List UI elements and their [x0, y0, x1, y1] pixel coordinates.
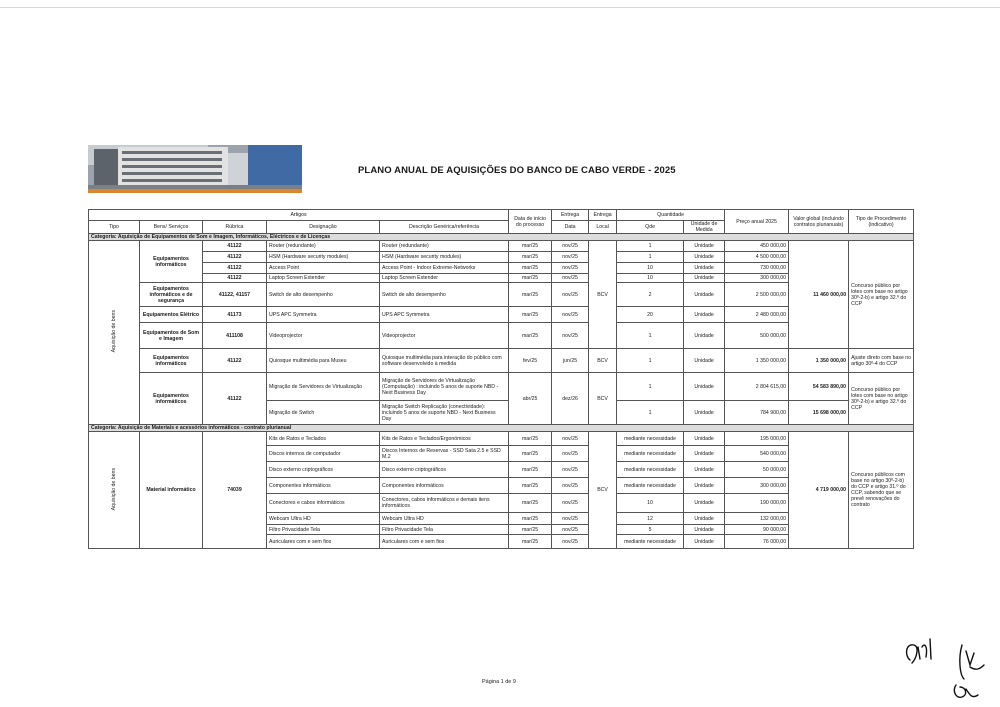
preco-cell: 784 900,00 — [725, 401, 789, 425]
preco-cell: 50 000,00 — [725, 462, 789, 478]
table-row — [89, 432, 914, 446]
designacao-cell: Conectores e cabos informáticos — [267, 494, 380, 513]
descricao-cell: Quiosque multimédia para interação do público com software desenvolvido à medida — [380, 349, 509, 373]
rubrica-cell: 41122 — [203, 373, 267, 425]
qde-cell: 1 — [617, 323, 684, 349]
bens-cell: Equipamentos de Som e Imagem — [140, 323, 203, 349]
descricao-cell: Switch de alto desempenho — [380, 283, 509, 307]
entrega-cell: nov/25 — [552, 478, 589, 494]
entrega-cell: nov/25 — [552, 513, 589, 525]
bens-cell: Material informático — [140, 432, 203, 549]
valor-cell: 1 350 000,00 — [789, 349, 849, 373]
data-cell: mar/25 — [509, 525, 552, 535]
qde-cell: mediante necessidade — [617, 446, 684, 462]
data-cell: mar/25 — [509, 307, 552, 323]
designacao-cell: Discos internos de computador — [267, 446, 380, 462]
qde-cell: 10 — [617, 274, 684, 283]
preco-cell: 1 350 000,00 — [725, 349, 789, 373]
descricao-cell: Migração de Servidores de Virtualização (Computação) : incluindo 5 anos de suporte NBD - Next Business Day — [380, 373, 509, 401]
unidade-cell: Unidade — [684, 373, 725, 401]
entrega-cell: nov/25 — [552, 274, 589, 283]
tipo-label: Aquisição de bens — [111, 467, 117, 511]
designacao-cell: Switch de alto desempenho — [267, 283, 380, 307]
data-cell: abr/25 — [509, 373, 552, 425]
designacao-cell: Laptop Screen Extender — [267, 274, 380, 283]
table-row — [89, 349, 914, 373]
entrega-cell: dez/26 — [552, 373, 589, 425]
designacao-cell: HSM (Hardware security modules) — [267, 252, 380, 263]
category-row-2 — [89, 425, 914, 432]
handwritten-signatures — [900, 625, 1000, 707]
qde-cell: 12 — [617, 513, 684, 525]
bens-cell: Equipamentos Elétrico — [140, 307, 203, 323]
preco-cell: 2 500 000,00 — [725, 283, 789, 307]
designacao-cell: Quiosque multimédia para Museu — [267, 349, 380, 373]
rubrica-cell: 411108 — [203, 323, 267, 349]
header-unidade-medida: Unidade de Medida — [684, 221, 725, 234]
unidade-cell: Unidade — [684, 462, 725, 478]
table-row — [89, 241, 914, 252]
descricao-cell: Kits de Ratos e Teclados/Ergonómicos — [380, 432, 509, 446]
unidade-cell: Unidade — [684, 241, 725, 252]
tipo-cell — [89, 241, 140, 425]
header-entrega: Entrega — [552, 210, 589, 221]
procedimento-cell: Concurso público por lotes com base no artigo 30º-2-b) e artigo 32.º do CCP — [849, 241, 914, 349]
entrega-cell: jun/25 — [552, 349, 589, 373]
unidade-cell: Unidade — [684, 535, 725, 549]
header-quantidade: Quantidade — [617, 210, 725, 221]
entrega-cell: nov/25 — [552, 263, 589, 274]
page-title: PLANO ANUAL DE AQUISIÇÕES DO BANCO DE CABO VERDE - 2025 — [358, 165, 676, 176]
header-valor-global: Valor global (incluindo contratos plurianuais) — [789, 210, 849, 234]
descricao-cell: Migração Switch Replicação (conectividade): incluindo 5 anos de suporte NBD - Next Business Day — [380, 401, 509, 425]
qde-cell: 1 — [617, 373, 684, 401]
unidade-cell: Unidade — [684, 307, 725, 323]
data-cell: mar/25 — [509, 446, 552, 462]
category-label: Categoria: Aquisição de Materiais e acessórios informáticos - contrato plurianual — [89, 425, 914, 432]
preco-cell: 132 000,00 — [725, 513, 789, 525]
unidade-cell: Unidade — [684, 478, 725, 494]
unidade-cell: Unidade — [684, 283, 725, 307]
rubrica-cell: 41122 — [203, 263, 267, 274]
designacao-cell: Access Point — [267, 263, 380, 274]
designacao-cell: Migração de Switch — [267, 401, 380, 425]
header-rubrica: Rúbrica — [203, 221, 267, 234]
procedimento-cell: Concurso público por lotes com base no artigo 30º-2-b) e artigo 32.º do CCP — [849, 373, 914, 425]
bens-cell: Equipamentos informáticos — [140, 373, 203, 425]
entrega-cell: nov/25 — [552, 535, 589, 549]
qde-cell: mediante necessidade — [617, 535, 684, 549]
descricao-cell: HSM (Hardware security modules) — [380, 252, 509, 263]
designacao-cell: Migração de Servidores de Virtualização — [267, 373, 380, 401]
designacao-cell: Router (redundante) — [267, 241, 380, 252]
data-cell: mar/25 — [509, 432, 552, 446]
preco-cell: 730 000,00 — [725, 263, 789, 274]
entrega-cell: nov/25 — [552, 323, 589, 349]
qde-cell: 1 — [617, 349, 684, 373]
tipo-label: Aquisição de bens — [111, 310, 117, 353]
header-local: Local — [589, 221, 617, 234]
qde-cell: 10 — [617, 494, 684, 513]
header-data-inicio: Data de início do processo — [509, 210, 552, 234]
rubrica-cell: 74039 — [203, 432, 267, 549]
preco-cell: 300 000,00 — [725, 274, 789, 283]
unidade-cell: Unidade — [684, 401, 725, 425]
unidade-cell: Unidade — [684, 252, 725, 263]
header-row-1 — [89, 210, 914, 221]
category-label: Categoria: Aquisição de Equipamentos de Som e Imagem, Informáticos, Eléctricos e de Licenças — [89, 234, 914, 241]
descricao-cell: Disco externo criptográficos — [380, 462, 509, 478]
local-cell: BCV — [589, 432, 617, 549]
bank-building-photo — [88, 145, 302, 193]
header-bens-servicos: Bens/ Serviços — [140, 221, 203, 234]
designacao-cell: Componentes informáticos — [267, 478, 380, 494]
designacao-cell: UPS APC Symmetra — [267, 307, 380, 323]
header-designacao: Designação — [267, 221, 380, 234]
preco-cell: 195 000,00 — [725, 432, 789, 446]
local-cell: BCV — [589, 241, 617, 349]
unidade-cell: Unidade — [684, 432, 725, 446]
bens-cell: Equipamentos informáticos e de segurança — [140, 283, 203, 307]
descricao-cell: Laptop Screen Extender — [380, 274, 509, 283]
qde-cell: 2 — [617, 283, 684, 307]
data-cell: mar/25 — [509, 323, 552, 349]
preco-cell: 76 000,00 — [725, 535, 789, 549]
top-edge-line — [0, 7, 1000, 8]
entrega-cell: nov/25 — [552, 525, 589, 535]
rubrica-cell: 41122 — [203, 349, 267, 373]
procedimento-cell: Ajuste direto com base no artigo 30º-4 do CCP — [849, 349, 914, 373]
rubrica-cell: 41122 — [203, 252, 267, 263]
unidade-cell: Unidade — [684, 274, 725, 283]
unidade-cell: Unidade — [684, 263, 725, 274]
qde-cell: 1 — [617, 401, 684, 425]
qde-cell: mediante necessidade — [617, 462, 684, 478]
header-data: Data — [552, 221, 589, 234]
entrega-cell: nov/25 — [552, 446, 589, 462]
data-cell: mar/25 — [509, 241, 552, 252]
rubrica-cell: 41122 — [203, 241, 267, 252]
data-cell: mar/25 — [509, 535, 552, 549]
rubrica-cell: 41173 — [203, 307, 267, 323]
designacao-cell: Disco externo criptográficos — [267, 462, 380, 478]
preco-cell: 90 000,00 — [725, 525, 789, 535]
designacao-cell: Kits de Ratos e Teclados — [267, 432, 380, 446]
header-qde: Qde — [617, 221, 684, 234]
entrega-cell: nov/25 — [552, 432, 589, 446]
descricao-cell: Router (redundante) — [380, 241, 509, 252]
unidade-cell: Unidade — [684, 446, 725, 462]
valor-cell: 4 719 000,00 — [789, 432, 849, 549]
data-cell: mar/25 — [509, 462, 552, 478]
entrega-cell: nov/25 — [552, 494, 589, 513]
data-cell: mar/25 — [509, 252, 552, 263]
header-tipo: Tipo — [89, 221, 140, 234]
rubrica-cell: 41122 — [203, 274, 267, 283]
valor-cell: 15 698 000,00 — [789, 401, 849, 425]
bens-cell: Equipamentos informáticos — [140, 349, 203, 373]
preco-cell: 2 804 615,00 — [725, 373, 789, 401]
preco-cell: 300 000,00 — [725, 478, 789, 494]
valor-cell: 11 460 000,00 — [789, 241, 849, 349]
local-cell: BCV — [589, 349, 617, 373]
data-cell: mar/25 — [509, 513, 552, 525]
data-cell: fev/25 — [509, 349, 552, 373]
valor-cell: 54 583 890,00 — [789, 373, 849, 401]
qde-cell: 5 — [617, 525, 684, 535]
data-cell: mar/25 — [509, 274, 552, 283]
qde-cell: mediante necessidade — [617, 432, 684, 446]
descricao-cell: Filtro Privacidade Tela — [380, 525, 509, 535]
unidade-cell: Unidade — [684, 513, 725, 525]
descricao-cell: Conectores, cabos informáticos e demais itens informáticos — [380, 494, 509, 513]
page-footer: Página 1 de 9 — [482, 679, 516, 685]
preco-cell: 4 500 000,00 — [725, 252, 789, 263]
data-cell: mar/25 — [509, 478, 552, 494]
designacao-cell: Filtro Privacidade Tela — [267, 525, 380, 535]
data-cell: mar/25 — [509, 283, 552, 307]
preco-cell: 450 000,00 — [725, 241, 789, 252]
descricao-cell: Access Point - Indoor Extreme-Networks — [380, 263, 509, 274]
header-artigos: Artigos — [89, 210, 509, 221]
category-row-1 — [89, 234, 914, 241]
qde-cell: 1 — [617, 241, 684, 252]
preco-cell: 500 000,00 — [725, 323, 789, 349]
procedimento-cell: Concurso públicos com base no artigo 30º-2-b) do CCP e artigo 31.º do CCP, sabendo que se prevê renovações do contrato — [849, 432, 914, 549]
qde-cell: 20 — [617, 307, 684, 323]
designacao-cell: Webcam Ultra HD — [267, 513, 380, 525]
entrega-cell: nov/25 — [552, 252, 589, 263]
qde-cell: mediante necessidade — [617, 478, 684, 494]
descricao-cell: UPS APC Symmetra — [380, 307, 509, 323]
entrega-cell: nov/25 — [552, 307, 589, 323]
descricao-cell: Webcam Ultra HD — [380, 513, 509, 525]
descricao-cell: Videoprojector — [380, 323, 509, 349]
data-cell: mar/25 — [509, 494, 552, 513]
designacao-cell: Auriculares com e sem fios — [267, 535, 380, 549]
tipo-cell — [89, 432, 140, 549]
designacao-cell: Videoprojector — [267, 323, 380, 349]
data-cell: mar/25 — [509, 263, 552, 274]
preco-cell: 190 000,00 — [725, 494, 789, 513]
acquisition-plan-table — [88, 209, 914, 549]
qde-cell: 10 — [617, 263, 684, 274]
unidade-cell: Unidade — [684, 349, 725, 373]
table-row — [89, 373, 914, 401]
entrega-cell: nov/25 — [552, 283, 589, 307]
header-preco-anual: Preço anual 2025 — [725, 210, 789, 234]
local-cell: BCV — [589, 373, 617, 425]
unidade-cell: Unidade — [684, 323, 725, 349]
header-tipo-procedimento: Tipo de Procedimento (indicativo) — [849, 210, 914, 234]
descricao-cell: Auriculares com e sem fios — [380, 535, 509, 549]
entrega-cell: nov/25 — [552, 462, 589, 478]
header-entrega-local: Entrega — [589, 210, 617, 221]
bens-cell: Equipamentos informáticos — [140, 241, 203, 283]
unidade-cell: Unidade — [684, 494, 725, 513]
preco-cell: 2 480 000,00 — [725, 307, 789, 323]
header-descricao: Descrição Genérica/referência — [380, 221, 509, 234]
entrega-cell: nov/25 — [552, 241, 589, 252]
rubrica-cell: 41122, 41157 — [203, 283, 267, 307]
descricao-cell: Componentes informáticos — [380, 478, 509, 494]
unidade-cell: Unidade — [684, 525, 725, 535]
qde-cell: 1 — [617, 252, 684, 263]
descricao-cell: Discos Internos de Reservas - SSD Sata 2.5 e SSD M.2 — [380, 446, 509, 462]
preco-cell: 540 000,00 — [725, 446, 789, 462]
